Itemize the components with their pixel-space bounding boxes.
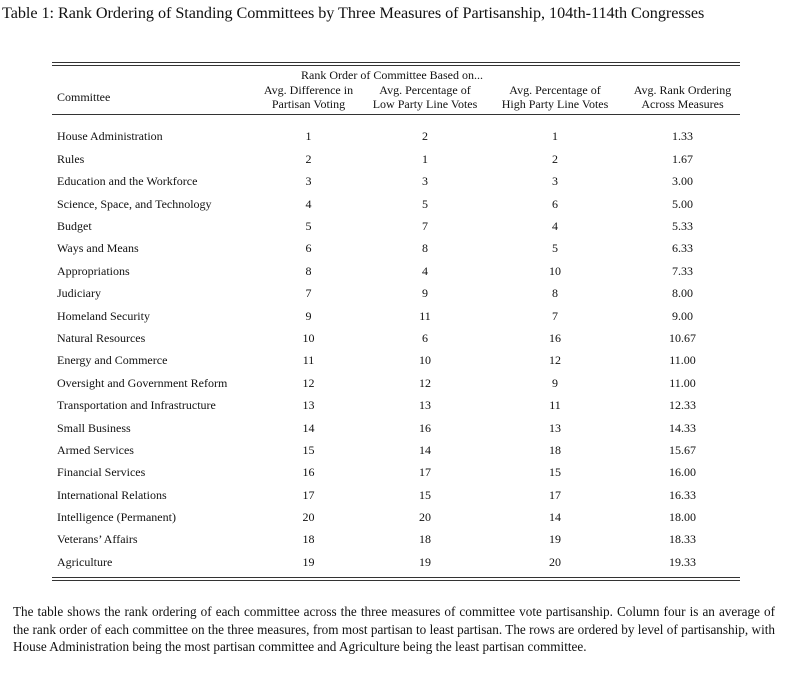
rank-cell: 3 (552, 174, 558, 189)
table-caption: Table 1: Rank Ordering of Standing Committees by Three Measures of Partisanship, 104th-114th Congresses (2, 4, 705, 22)
col-header-high-party-line (485, 83, 625, 112)
rank-cell: 6 (422, 330, 428, 345)
committee-table (52, 66, 740, 573)
committee-name: Armed Services (57, 442, 134, 457)
committee-name: Small Business (57, 420, 131, 435)
table-row (52, 484, 740, 506)
rank-cell: 9 (305, 308, 312, 323)
rank-cell: 7 (422, 219, 428, 233)
col-header-low-party-line (365, 83, 485, 112)
rank-cell: 10.67 (669, 330, 696, 345)
rank-cell: 10 (419, 353, 431, 368)
rank-cell: 8.00 (672, 286, 693, 301)
committee-name: Education and the Workforce (57, 174, 198, 189)
rank-cell: 10 (549, 263, 561, 278)
rank-cell: 4 (305, 196, 312, 211)
rank-cell: 8 (422, 241, 428, 256)
rank-cell: 10 (302, 330, 315, 345)
rank-cell: 3.00 (672, 174, 693, 189)
committee-name: Science, Space, and Technology (57, 196, 212, 211)
table-body (52, 115, 740, 574)
committee-name: Agriculture (57, 554, 113, 569)
rank-cell: 13 (302, 398, 315, 413)
committee-name: Rules (57, 151, 85, 166)
committee-name: Oversight and Government Reform (57, 375, 228, 390)
rank-cell: 3 (422, 174, 428, 189)
rank-cell: 18 (419, 532, 431, 547)
rank-cell: 18 (549, 442, 561, 457)
rank-cell: 1 (305, 129, 312, 144)
col3-line2: High Party Line Votes (501, 97, 609, 111)
rank-cell: 11 (419, 308, 431, 323)
committee-name: House Administration (57, 129, 163, 144)
rank-cell: 19.33 (669, 554, 696, 569)
rank-cell: 9 (552, 375, 558, 390)
table-row (52, 327, 740, 349)
committee-name: Veterans’ Affairs (57, 532, 138, 547)
rank-cell: 11.00 (669, 375, 696, 390)
table-row (52, 215, 740, 237)
table-row (52, 417, 740, 439)
rank-cell: 12.33 (669, 398, 696, 413)
table-row (52, 260, 740, 282)
committee-name: Budget (57, 219, 92, 233)
committee-name: Energy and Commerce (57, 353, 168, 368)
committee-header: Committee (57, 89, 111, 104)
committee-name: Homeland Security (57, 308, 150, 323)
rank-cell: 16 (419, 420, 431, 435)
rank-cell: 15 (549, 465, 561, 480)
rank-cell: 14 (302, 420, 315, 435)
rank-cell: 16 (302, 465, 315, 480)
table-row (52, 237, 740, 259)
rank-cell: 14 (549, 510, 561, 525)
rank-cell: 15 (419, 487, 431, 502)
rank-cell: 6.33 (672, 241, 693, 256)
rank-cell: 6 (305, 241, 312, 256)
bottom-double-rule (52, 577, 740, 581)
rank-cell: 7 (552, 308, 558, 323)
rank-cell: 7.33 (672, 263, 693, 278)
span-header: Rank Order of Committee Based on... (301, 68, 483, 82)
table-row (52, 193, 740, 215)
committee-name: Judiciary (57, 286, 101, 301)
rank-cell: 7 (305, 286, 312, 301)
rank-cell: 11 (302, 353, 315, 368)
table-row (52, 439, 740, 461)
rank-cell: 17 (302, 487, 315, 502)
col2-line1: Avg. Percentage of (379, 82, 471, 97)
table-row (52, 551, 740, 573)
col4-line2: Across Measures (641, 97, 724, 111)
rank-cell: 18.00 (669, 510, 696, 525)
rank-cell: 19 (302, 554, 315, 569)
rank-cell: 19 (419, 554, 431, 569)
rank-cell: 5 (305, 219, 312, 233)
table-row (52, 349, 740, 371)
table-row (52, 115, 740, 148)
rank-cell: 20 (419, 510, 431, 525)
header-row (52, 83, 740, 112)
rank-cell: 6 (552, 196, 558, 211)
rank-cell: 1.33 (672, 129, 693, 144)
rank-cell: 13 (419, 398, 431, 413)
rank-cell: 1 (552, 129, 558, 144)
table-row (52, 170, 740, 192)
rank-cell: 16.33 (669, 487, 696, 502)
rank-cell: 17 (419, 465, 431, 480)
rank-cell: 4 (552, 219, 558, 233)
table-row (52, 305, 740, 327)
col-header-partisan-voting (252, 83, 365, 112)
rank-cell: 13 (549, 420, 561, 435)
committee-name: Financial Services (57, 465, 146, 480)
rank-cell: 11.00 (669, 353, 696, 368)
table-row (52, 461, 740, 483)
rank-cell: 5 (552, 241, 558, 256)
rank-cell: 8 (552, 286, 558, 301)
rank-cell: 1.67 (672, 151, 693, 166)
committee-name: Ways and Means (57, 241, 139, 256)
committee-name: Natural Resources (57, 330, 146, 345)
col1-line2: Partisan Voting (271, 97, 346, 111)
table-row (52, 506, 740, 528)
col2-line2: Low Party Line Votes (372, 97, 478, 111)
rank-cell: 2 (305, 151, 312, 166)
committee-name: Intelligence (Permanent) (57, 510, 176, 525)
rank-cell: 11 (549, 398, 561, 413)
rank-cell: 20 (302, 510, 315, 525)
rank-cell: 9.00 (672, 308, 693, 323)
table-row (52, 282, 740, 304)
col3-line1: Avg. Percentage of (509, 82, 601, 97)
rank-cell: 5 (422, 196, 428, 211)
rank-cell: 5.33 (672, 219, 693, 233)
table-row (52, 529, 740, 551)
rank-cell: 12 (549, 353, 561, 368)
rank-cell: 16 (549, 330, 561, 345)
header-span-row (52, 66, 740, 83)
col-header-avg-rank (625, 83, 740, 112)
rank-cell: 12 (419, 375, 431, 390)
rank-cell: 18.33 (669, 532, 696, 547)
rank-cell: 4 (422, 263, 428, 278)
rank-cell: 3 (305, 174, 312, 189)
committee-name: Appropriations (57, 263, 130, 278)
table-note: The table shows the rank ordering of each committee across the three measures of committee vote partisanship. Column four is an average of the rank order of each committee on the three measures, from most partisan to least partisan. The rows are ordered by level of partisanship, with House Administration being the most partisan committee and Agriculture being the least partisan committee. (13, 604, 775, 654)
rank-cell: 20 (549, 554, 561, 569)
col4-line1: Avg. Rank Ordering (633, 82, 732, 97)
rank-cell: 19 (549, 532, 561, 547)
rank-cell: 15.67 (669, 442, 696, 457)
rank-cell: 1 (422, 151, 428, 166)
rank-cell: 2 (552, 151, 558, 166)
table-row (52, 394, 740, 416)
rank-cell: 9 (422, 286, 428, 301)
rank-cell: 14 (419, 442, 431, 457)
rank-cell: 17 (549, 487, 561, 502)
table-row (52, 148, 740, 170)
rank-table (52, 62, 740, 581)
rank-cell: 14.33 (669, 420, 696, 435)
col1-line1: Avg. Difference in (263, 82, 354, 97)
rank-cell: 8 (305, 263, 312, 278)
committee-name: Transportation and Infrastructure (57, 398, 216, 413)
rank-cell: 5.00 (672, 196, 693, 211)
rank-cell: 18 (302, 532, 315, 547)
rank-cell: 15 (302, 442, 315, 457)
committee-name: International Relations (57, 487, 167, 502)
rank-cell: 2 (422, 129, 428, 144)
rank-cell: 16.00 (669, 465, 696, 480)
table-row (52, 372, 740, 394)
rank-cell: 12 (302, 375, 315, 390)
